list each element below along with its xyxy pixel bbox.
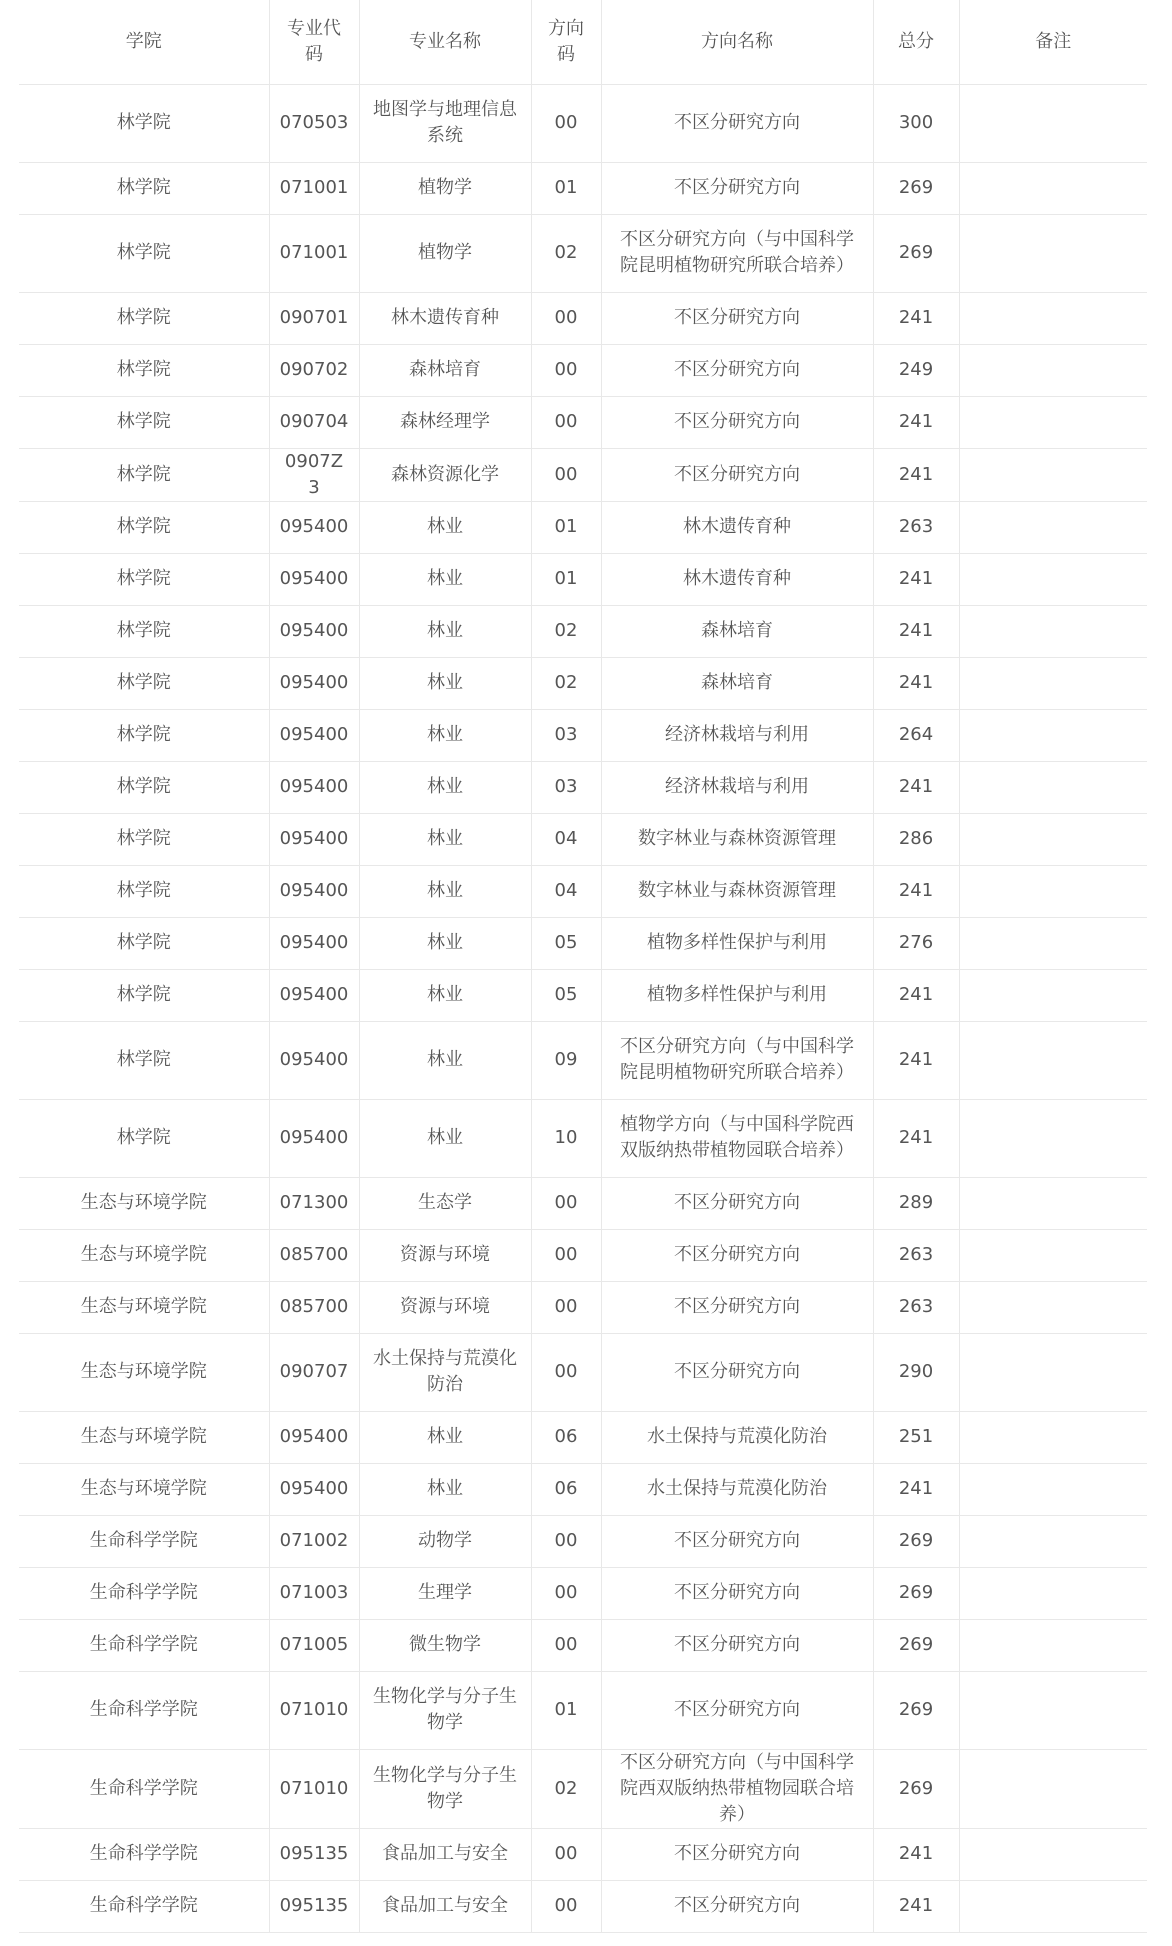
cell-major-name: 林业 [359, 605, 531, 657]
cell-total-score: 263 [873, 1229, 959, 1281]
cell-direction-code: 00 [531, 292, 601, 344]
cell-major-code: 071001 [269, 214, 359, 292]
cell-total-score: 241 [873, 448, 959, 501]
cell-note [959, 605, 1147, 657]
cell-note [959, 969, 1147, 1021]
cell-college: 林学院 [19, 605, 269, 657]
cell-major-code: 095400 [269, 553, 359, 605]
cell-direction-code: 00 [531, 1567, 601, 1619]
cell-major-code: 095400 [269, 605, 359, 657]
table-row [19, 1177, 1147, 1229]
cell-note [959, 1515, 1147, 1567]
cell-college: 林学院 [19, 344, 269, 396]
cell-direction-name: 不区分研究方向（与中国科学院昆明植物研究所联合培养） [601, 214, 873, 292]
cell-major-name: 生理学 [359, 1567, 531, 1619]
table-row [19, 292, 1147, 344]
cell-major-code: 095400 [269, 709, 359, 761]
cell-total-score: 263 [873, 501, 959, 553]
cell-major-name: 林木遗传育种 [359, 292, 531, 344]
cell-major-name: 植物学 [359, 162, 531, 214]
cell-total-score: 241 [873, 1463, 959, 1515]
cell-total-score: 241 [873, 657, 959, 709]
cell-note [959, 1021, 1147, 1099]
cell-note [959, 162, 1147, 214]
cell-direction-code: 00 [531, 84, 601, 162]
cell-major-name: 林业 [359, 1411, 531, 1463]
cell-total-score: 251 [873, 1411, 959, 1463]
table-row [19, 1281, 1147, 1333]
cell-total-score: 241 [873, 1021, 959, 1099]
cell-direction-name: 森林培育 [601, 605, 873, 657]
table-row [19, 761, 1147, 813]
cell-direction-code: 00 [531, 1281, 601, 1333]
cell-major-name: 植物学 [359, 214, 531, 292]
cell-direction-code: 02 [531, 657, 601, 709]
cell-note [959, 1828, 1147, 1880]
cell-direction-code: 10 [531, 1099, 601, 1177]
table-row [19, 1099, 1147, 1177]
cell-major-code: 090707 [269, 1333, 359, 1411]
cell-major-code: 095400 [269, 1021, 359, 1099]
cell-major-code: 071300 [269, 1177, 359, 1229]
cell-major-name: 水土保持与荒漠化防治 [359, 1333, 531, 1411]
cell-direction-name: 不区分研究方向 [601, 162, 873, 214]
cell-note [959, 396, 1147, 448]
table-row [19, 1828, 1147, 1880]
cell-direction-name: 经济林栽培与利用 [601, 709, 873, 761]
cell-total-score: 269 [873, 1671, 959, 1749]
cell-direction-name: 数字林业与森林资源管理 [601, 865, 873, 917]
cell-major-code: 071010 [269, 1749, 359, 1828]
cell-major-name: 林业 [359, 1099, 531, 1177]
cell-total-score: 269 [873, 1515, 959, 1567]
header-total-score: 总分 [873, 0, 959, 84]
cell-note [959, 1099, 1147, 1177]
table-row [19, 917, 1147, 969]
cell-college: 林学院 [19, 292, 269, 344]
table-row [19, 1411, 1147, 1463]
cell-direction-name: 森林培育 [601, 657, 873, 709]
cell-direction-name: 不区分研究方向 [601, 1567, 873, 1619]
cell-college: 林学院 [19, 761, 269, 813]
table-row [19, 657, 1147, 709]
cell-direction-name: 不区分研究方向 [601, 84, 873, 162]
cell-total-score: 241 [873, 396, 959, 448]
cell-note [959, 292, 1147, 344]
table-row [19, 605, 1147, 657]
header-major-name: 专业名称 [359, 0, 531, 84]
cell-major-code: 071001 [269, 162, 359, 214]
cell-major-name: 林业 [359, 813, 531, 865]
header-college: 学院 [19, 0, 269, 84]
cell-note [959, 1177, 1147, 1229]
table-row [19, 709, 1147, 761]
cell-major-code: 071005 [269, 1619, 359, 1671]
cell-direction-code: 02 [531, 1749, 601, 1828]
table-row [19, 1619, 1147, 1671]
cell-direction-name: 不区分研究方向 [601, 1229, 873, 1281]
cell-major-name: 食品加工与安全 [359, 1828, 531, 1880]
cell-college: 生命科学学院 [19, 1567, 269, 1619]
cell-major-name: 林业 [359, 553, 531, 605]
score-table-container [19, 0, 1147, 1933]
cell-college: 生命科学学院 [19, 1671, 269, 1749]
cell-note [959, 761, 1147, 813]
cell-total-score: 241 [873, 1828, 959, 1880]
cell-direction-name: 水土保持与荒漠化防治 [601, 1411, 873, 1463]
cell-direction-name: 不区分研究方向 [601, 1828, 873, 1880]
cell-direction-name: 不区分研究方向 [601, 1333, 873, 1411]
cell-direction-name: 不区分研究方向 [601, 1515, 873, 1567]
cell-college: 林学院 [19, 553, 269, 605]
cell-total-score: 241 [873, 1880, 959, 1932]
cell-major-name: 生态学 [359, 1177, 531, 1229]
cell-direction-code: 04 [531, 813, 601, 865]
cell-direction-name: 植物多样性保护与利用 [601, 917, 873, 969]
cell-direction-code: 06 [531, 1411, 601, 1463]
cell-note [959, 865, 1147, 917]
cell-major-code: 090701 [269, 292, 359, 344]
cell-major-name: 林业 [359, 865, 531, 917]
cell-college: 林学院 [19, 813, 269, 865]
cell-major-code: 095400 [269, 1411, 359, 1463]
cell-direction-name: 植物多样性保护与利用 [601, 969, 873, 1021]
cell-college: 林学院 [19, 396, 269, 448]
cell-direction-code: 00 [531, 1619, 601, 1671]
cell-direction-name: 不区分研究方向 [601, 1177, 873, 1229]
cell-major-name: 林业 [359, 969, 531, 1021]
cell-major-code: 095400 [269, 813, 359, 865]
cell-direction-code: 01 [531, 1671, 601, 1749]
cell-direction-code: 00 [531, 1515, 601, 1567]
cell-direction-code: 06 [531, 1463, 601, 1515]
cell-major-name: 生物化学与分子生物学 [359, 1749, 531, 1828]
cell-college: 林学院 [19, 501, 269, 553]
cell-major-code: 095400 [269, 761, 359, 813]
cell-major-name: 动物学 [359, 1515, 531, 1567]
cell-direction-code: 03 [531, 761, 601, 813]
cell-total-score: 286 [873, 813, 959, 865]
cell-note [959, 344, 1147, 396]
cell-direction-name: 林木遗传育种 [601, 501, 873, 553]
cell-direction-name: 林木遗传育种 [601, 553, 873, 605]
cell-major-code: 071002 [269, 1515, 359, 1567]
cell-direction-name: 不区分研究方向 [601, 396, 873, 448]
cell-major-code: 071010 [269, 1671, 359, 1749]
cell-total-score: 241 [873, 865, 959, 917]
cell-direction-code: 02 [531, 605, 601, 657]
cell-note [959, 1567, 1147, 1619]
cell-note [959, 553, 1147, 605]
cell-major-code: 085700 [269, 1229, 359, 1281]
table-row [19, 1333, 1147, 1411]
cell-direction-code: 04 [531, 865, 601, 917]
cell-major-code: 090704 [269, 396, 359, 448]
cell-direction-code: 00 [531, 1880, 601, 1932]
cell-major-code: 095400 [269, 1463, 359, 1515]
cell-note [959, 501, 1147, 553]
cell-total-score: 269 [873, 1567, 959, 1619]
cell-direction-code: 00 [531, 1177, 601, 1229]
cell-note [959, 709, 1147, 761]
table-row [19, 969, 1147, 1021]
cell-major-code: 095400 [269, 1099, 359, 1177]
cell-direction-name: 不区分研究方向 [601, 448, 873, 501]
table-row [19, 1880, 1147, 1932]
cell-major-code: 095400 [269, 969, 359, 1021]
cell-college: 生态与环境学院 [19, 1229, 269, 1281]
cell-major-code: 095400 [269, 917, 359, 969]
cell-total-score: 300 [873, 84, 959, 162]
cell-total-score: 241 [873, 605, 959, 657]
cell-direction-code: 01 [531, 553, 601, 605]
cell-direction-code: 00 [531, 1229, 601, 1281]
cell-major-code: 095400 [269, 501, 359, 553]
header-note: 备注 [959, 0, 1147, 84]
cell-college: 林学院 [19, 969, 269, 1021]
cell-major-name: 资源与环境 [359, 1229, 531, 1281]
cell-note [959, 917, 1147, 969]
cell-college: 生命科学学院 [19, 1515, 269, 1567]
cell-major-name: 森林资源化学 [359, 448, 531, 501]
cell-direction-code: 03 [531, 709, 601, 761]
cell-major-code: 085700 [269, 1281, 359, 1333]
cell-college: 林学院 [19, 214, 269, 292]
table-row [19, 214, 1147, 292]
cell-note [959, 1229, 1147, 1281]
cell-note [959, 214, 1147, 292]
cell-major-code: 070503 [269, 84, 359, 162]
cell-direction-name: 数字林业与森林资源管理 [601, 813, 873, 865]
cell-college: 林学院 [19, 448, 269, 501]
cell-major-name: 林业 [359, 501, 531, 553]
cell-major-code: 090702 [269, 344, 359, 396]
table-row [19, 865, 1147, 917]
cell-direction-name: 经济林栽培与利用 [601, 761, 873, 813]
cell-major-name: 林业 [359, 917, 531, 969]
cell-major-name: 林业 [359, 1463, 531, 1515]
cell-college: 林学院 [19, 865, 269, 917]
cell-direction-name: 不区分研究方向 [601, 1281, 873, 1333]
cell-total-score: 269 [873, 1619, 959, 1671]
table-row [19, 1749, 1147, 1828]
cell-college: 生命科学学院 [19, 1749, 269, 1828]
cell-direction-name: 不区分研究方向（与中国科学院西双版纳热带植物园联合培养） [601, 1749, 873, 1828]
cell-note [959, 1619, 1147, 1671]
table-row [19, 1567, 1147, 1619]
header-major-code: 专业代码 [269, 0, 359, 84]
cell-direction-name: 不区分研究方向 [601, 292, 873, 344]
cell-note [959, 657, 1147, 709]
cell-direction-name: 植物学方向（与中国科学院西双版纳热带植物园联合培养） [601, 1099, 873, 1177]
table-row [19, 1515, 1147, 1567]
cell-major-name: 林业 [359, 709, 531, 761]
cell-direction-name: 不区分研究方向（与中国科学院昆明植物研究所联合培养） [601, 1021, 873, 1099]
cell-direction-code: 05 [531, 917, 601, 969]
cell-note [959, 448, 1147, 501]
table-row [19, 448, 1147, 501]
header-direction-code: 方向码 [531, 0, 601, 84]
cell-college: 生态与环境学院 [19, 1333, 269, 1411]
cell-total-score: 269 [873, 162, 959, 214]
cell-direction-name: 不区分研究方向 [601, 344, 873, 396]
cell-direction-name: 不区分研究方向 [601, 1619, 873, 1671]
cell-direction-code: 02 [531, 214, 601, 292]
cell-total-score: 241 [873, 1099, 959, 1177]
cell-major-name: 资源与环境 [359, 1281, 531, 1333]
cell-direction-code: 05 [531, 969, 601, 1021]
cell-college: 林学院 [19, 917, 269, 969]
cell-note [959, 1411, 1147, 1463]
cell-college: 生态与环境学院 [19, 1281, 269, 1333]
table-header [19, 0, 1147, 84]
cell-note [959, 1333, 1147, 1411]
cell-direction-code: 01 [531, 162, 601, 214]
cell-major-code: 095400 [269, 657, 359, 709]
cell-note [959, 1281, 1147, 1333]
cell-total-score: 263 [873, 1281, 959, 1333]
table-body [19, 84, 1147, 1932]
cell-note [959, 1463, 1147, 1515]
cell-total-score: 264 [873, 709, 959, 761]
cell-major-name: 林业 [359, 657, 531, 709]
table-row [19, 501, 1147, 553]
table-row [19, 1229, 1147, 1281]
cell-total-score: 249 [873, 344, 959, 396]
table-row [19, 162, 1147, 214]
cell-college: 林学院 [19, 84, 269, 162]
cell-total-score: 241 [873, 292, 959, 344]
cell-major-name: 生物化学与分子生物学 [359, 1671, 531, 1749]
cell-college: 生态与环境学院 [19, 1177, 269, 1229]
cell-college: 生命科学学院 [19, 1828, 269, 1880]
cell-major-code: 095400 [269, 865, 359, 917]
header-direction-name: 方向名称 [601, 0, 873, 84]
cell-direction-name: 不区分研究方向 [601, 1671, 873, 1749]
cell-note [959, 1749, 1147, 1828]
cell-note [959, 1671, 1147, 1749]
cell-direction-code: 00 [531, 1828, 601, 1880]
cell-direction-code: 00 [531, 1333, 601, 1411]
cell-direction-code: 09 [531, 1021, 601, 1099]
cell-direction-name: 不区分研究方向 [601, 1880, 873, 1932]
cell-direction-code: 00 [531, 448, 601, 501]
table-row [19, 344, 1147, 396]
cell-total-score: 269 [873, 214, 959, 292]
table-row [19, 1463, 1147, 1515]
cell-direction-code: 01 [531, 501, 601, 553]
table-row [19, 553, 1147, 605]
cell-major-name: 林业 [359, 1021, 531, 1099]
table-row [19, 1021, 1147, 1099]
table-row [19, 1671, 1147, 1749]
cell-major-code: 0907Z3 [269, 448, 359, 501]
score-table [19, 0, 1147, 1933]
header-row [19, 0, 1147, 84]
cell-college: 林学院 [19, 1021, 269, 1099]
cell-major-name: 林业 [359, 761, 531, 813]
cell-major-name: 食品加工与安全 [359, 1880, 531, 1932]
cell-direction-code: 00 [531, 344, 601, 396]
cell-major-name: 森林经理学 [359, 396, 531, 448]
cell-college: 生态与环境学院 [19, 1463, 269, 1515]
cell-major-name: 森林培育 [359, 344, 531, 396]
cell-major-name: 地图学与地理信息系统 [359, 84, 531, 162]
cell-major-code: 095135 [269, 1880, 359, 1932]
table-row [19, 396, 1147, 448]
cell-total-score: 269 [873, 1749, 959, 1828]
cell-college: 林学院 [19, 657, 269, 709]
cell-note [959, 1880, 1147, 1932]
table-row [19, 84, 1147, 162]
cell-college: 林学院 [19, 162, 269, 214]
cell-college: 林学院 [19, 709, 269, 761]
cell-total-score: 241 [873, 761, 959, 813]
cell-direction-code: 00 [531, 396, 601, 448]
cell-total-score: 276 [873, 917, 959, 969]
cell-note [959, 84, 1147, 162]
cell-note [959, 813, 1147, 865]
cell-total-score: 241 [873, 553, 959, 605]
cell-major-code: 071003 [269, 1567, 359, 1619]
cell-total-score: 241 [873, 969, 959, 1021]
cell-total-score: 289 [873, 1177, 959, 1229]
table-row [19, 813, 1147, 865]
cell-major-code: 095135 [269, 1828, 359, 1880]
cell-college: 生命科学学院 [19, 1880, 269, 1932]
cell-total-score: 290 [873, 1333, 959, 1411]
cell-direction-name: 水土保持与荒漠化防治 [601, 1463, 873, 1515]
cell-college: 林学院 [19, 1099, 269, 1177]
cell-college: 生命科学学院 [19, 1619, 269, 1671]
cell-major-name: 微生物学 [359, 1619, 531, 1671]
cell-college: 生态与环境学院 [19, 1411, 269, 1463]
